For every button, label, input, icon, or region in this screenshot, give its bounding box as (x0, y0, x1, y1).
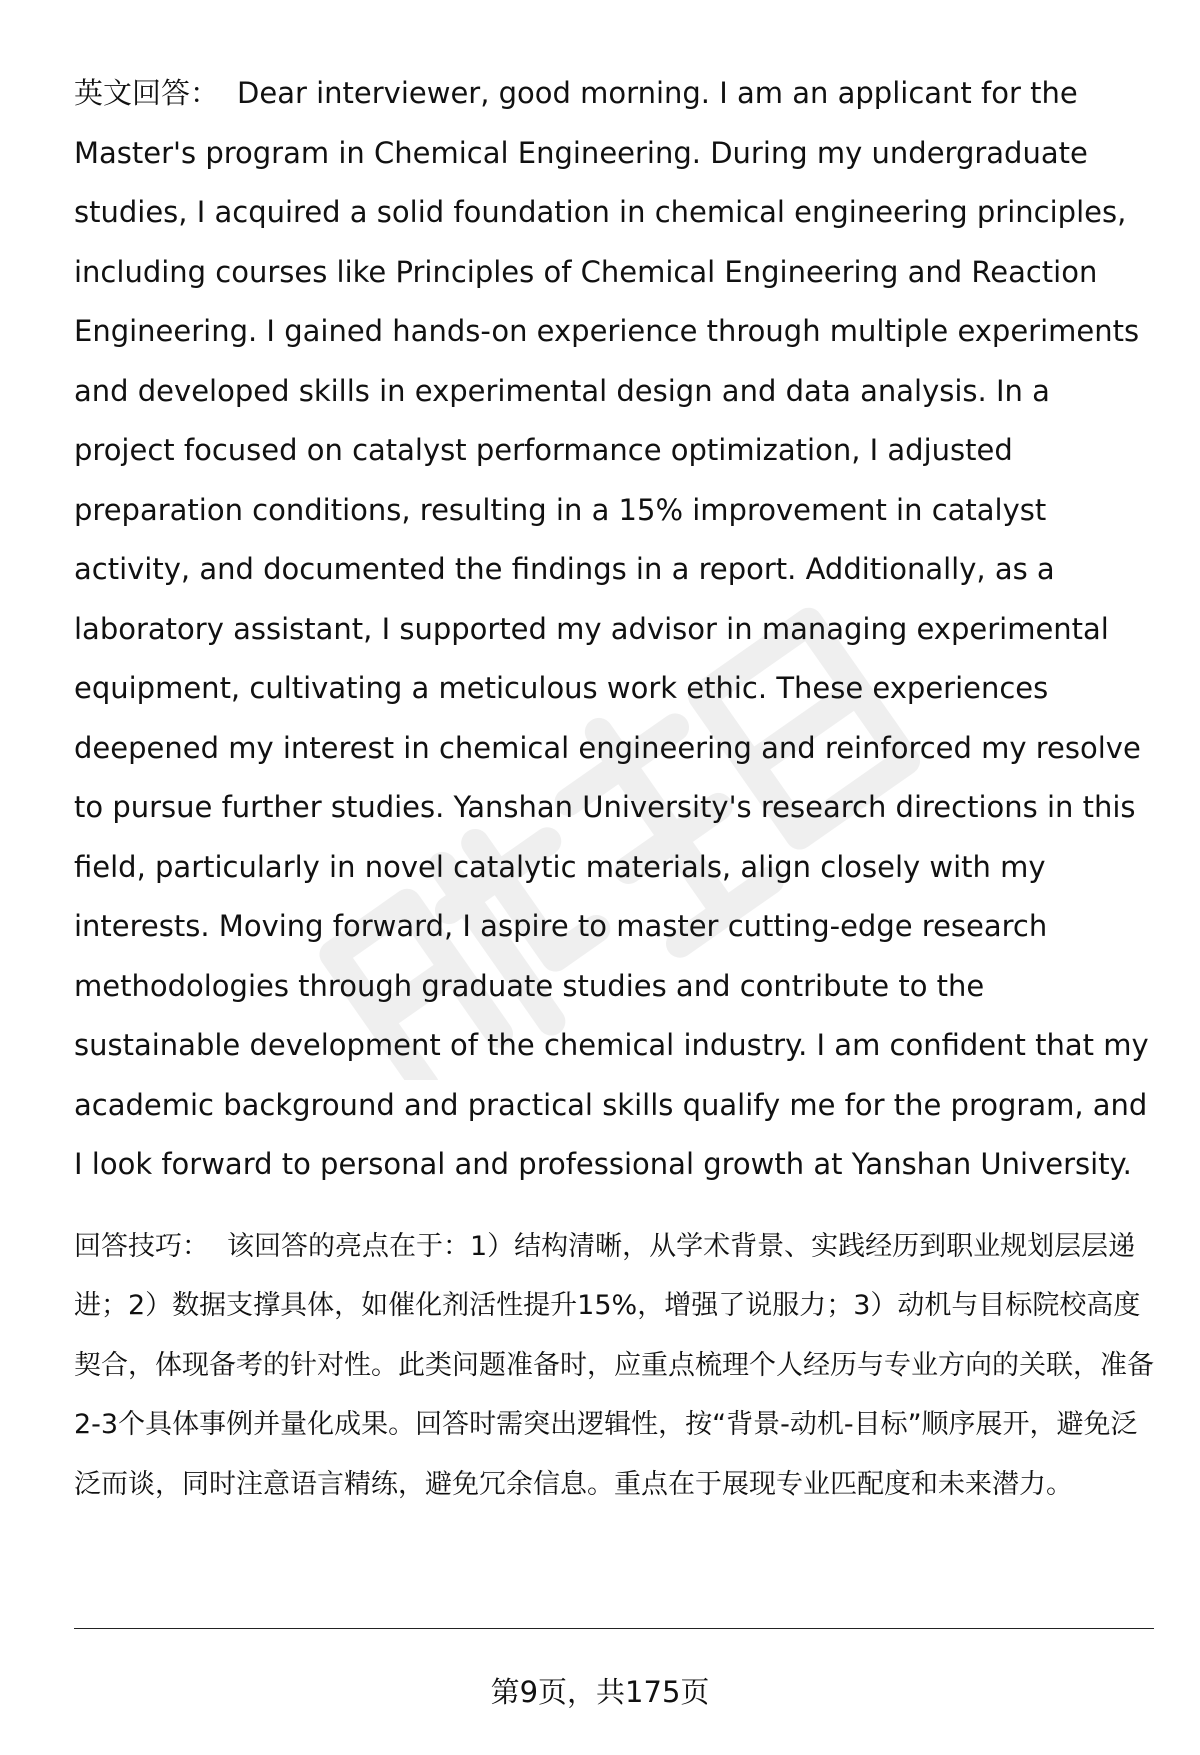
english-answer-paragraph (74, 64, 1154, 1195)
document-body (74, 64, 1154, 1514)
answer-tips-text: 该回答的亮点在于：1）结构清晰，从学术背景、实践经历到职业规划层层递进；2）数据支撑具体，如催化剂活性提升15%，增强了说服力；3）动机与目标院校高度契合，体现备考的针对性。此类问题准备时，应重点梳理个人经历与专业方向的关联，准备2-3个具体事例并量化成果。回答时需突出逻辑性，按“背景-动机-目标”顺序展开，避免泛泛而谈，同时注意语言精练，避免冗余信息。重点在于展现专业匹配度和未来潜力。 (74, 1230, 1154, 1500)
answer-tips-label: 回答技巧： (74, 1230, 209, 1262)
answer-tips-paragraph (74, 1217, 1154, 1515)
footer-divider (74, 1628, 1154, 1629)
page-indicator: 第9页，共175页 (490, 1675, 710, 1709)
english-answer-text: Dear interviewer, good morning. I am an applicant for the Master's program in Chemical Engineering. During my undergraduate studies, I acquired a solid foundation in chemical engineering principles, including courses like Principles of Chemical Engineering and Reaction Engineering. I gained hands-on experience through multiple experiments and developed skills in experimental design and data analysis. In a project focused on catalyst performance optimization, I adjusted preparation conditions, resulting in a 15% improvement in catalyst activity, and documented the findings in a report. Additionally, as a laboratory assistant, I supported my advisor in managing experimental equipment, cultivating a meticulous work ethic. These experiences deepened my interest in chemical engineering and reinforced my resolve to pursue further studies. Yanshan University's research directions in this field, particularly in novel catalytic materials, align closely with my interests. Moving forward, I aspire to master cutting-edge research methodologies through graduate studies and contribute to the sustainable development of the chemical industry. I am confident that my academic background and practical skills qualify me for the program, and I look forward to personal and professional growth at Yanshan University. (74, 76, 1149, 1181)
english-answer-label: 英文回答： (74, 76, 220, 110)
